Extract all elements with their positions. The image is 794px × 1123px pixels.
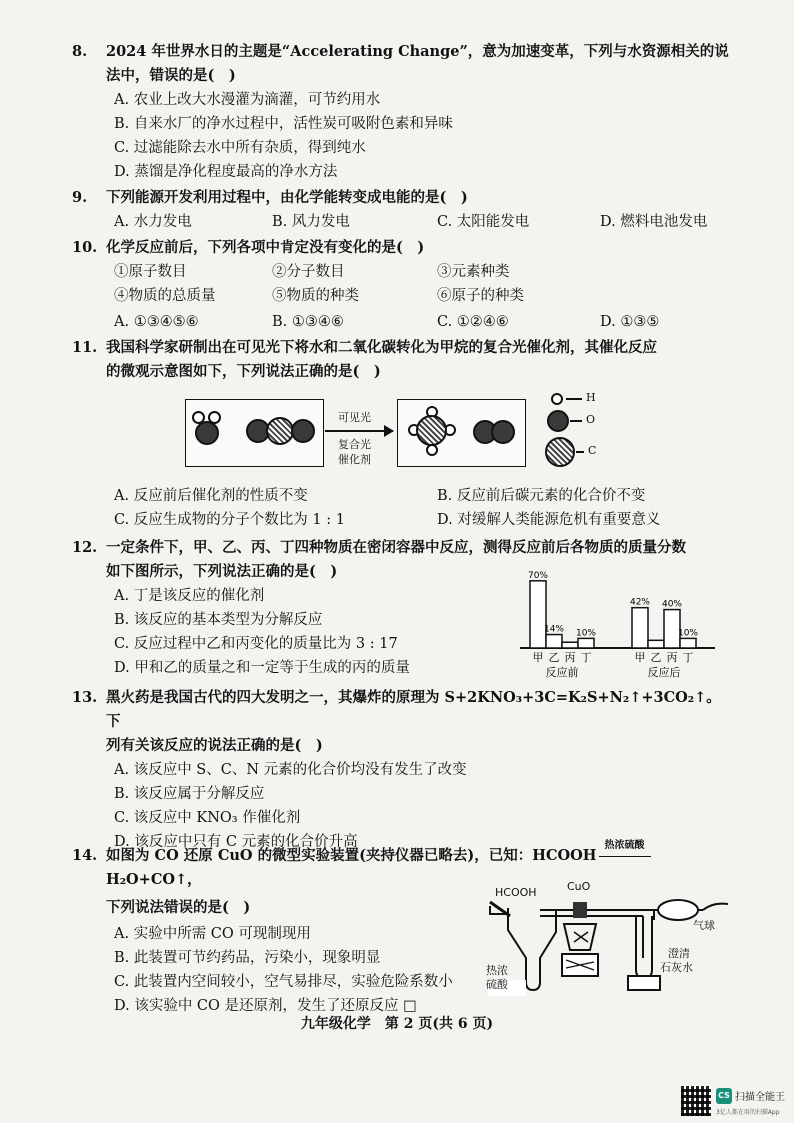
option: D. 对缓解人类能源危机有重要意义	[437, 512, 661, 528]
question-stem: 黑火药是我国古代的四大发明之一，其爆炸的原理为 S+2KNO₃+3C=K₂S+N₂↑+3CO₂↑。下	[106, 689, 721, 730]
item: ⑥原子的种类	[437, 288, 524, 304]
page-footer: 九年级化学 第 2 页(共 6 页)	[300, 1016, 494, 1032]
data-label: 10%	[575, 628, 597, 639]
mass-fraction-chart	[510, 560, 720, 690]
option: B. 此装置可节约药品，污染小，现象明显	[114, 950, 381, 966]
question-stem: 下列能源开发利用过程中，由化学能转变成电能的是( )	[106, 189, 468, 206]
question-stem: 一定条件下，甲、乙、丙、丁四种物质在密闭容器中反应，测得反应前后各物质的质量分数	[106, 539, 686, 556]
acid-label: 热浓	[486, 964, 508, 977]
bar	[578, 638, 594, 648]
question-stem: 如下图所示，下列说法正确的是( )	[106, 563, 338, 580]
question-number: 8.	[72, 43, 88, 60]
arrow-head-icon	[384, 425, 394, 437]
question-11-options	[92, 484, 732, 534]
h-legend-icon	[551, 393, 563, 405]
category-label: 乙	[650, 651, 662, 664]
option: D. 蒸馏是净化程度最高的净水方法	[114, 164, 338, 180]
option: A. 农业上改大水漫灌为滴灌，可节约用水	[114, 92, 381, 108]
reaction-arrow	[325, 430, 393, 432]
question-stem: 我国科学家研制出在可见光下将水和二氧化碳转化为甲烷的复合光催化剂，其催化反应	[106, 339, 657, 356]
option: C. 太阳能发电	[437, 214, 530, 230]
question-number: 12.	[72, 539, 98, 556]
option: B. 反应前后碳元素的化合价不变	[437, 488, 646, 504]
o-atom	[195, 421, 219, 445]
option: D. 该反应中只有 C 元素的化合价升高	[114, 834, 358, 850]
category-label: 丁	[682, 651, 694, 664]
item: ①原子数目	[114, 264, 187, 280]
option: D. 该实验中 CO 是还原剂，发生了还原反应 □	[114, 998, 417, 1014]
option: B. 该反应属于分解反应	[114, 786, 265, 802]
stem-part: H₂O+CO↑，	[106, 871, 202, 888]
legend-label: H	[586, 391, 596, 404]
option: B. ①③④⑥	[272, 314, 344, 330]
item: ③元素种类	[437, 264, 510, 280]
bar	[680, 638, 696, 648]
qr-code-icon	[681, 1086, 711, 1116]
option: A. ①③④⑤⑥	[114, 314, 199, 330]
category-label: 乙	[548, 651, 560, 664]
bar	[632, 608, 648, 648]
condition-label: 热浓硫酸	[604, 840, 645, 851]
c-legend-icon	[545, 437, 575, 467]
question-number: 14.	[72, 847, 98, 864]
reaction-condition	[597, 840, 653, 868]
group-label: 反应前	[545, 666, 579, 679]
limewater-label: 澄清	[668, 947, 690, 960]
legend-label: O	[586, 413, 596, 426]
arrow-label-bottom: 复合光	[338, 438, 371, 451]
category-label: 甲	[532, 651, 544, 664]
acid-label: 硫酸	[486, 978, 508, 991]
option: C. 此装置内空间较小，空气易排尽，实验危险系数小	[114, 974, 453, 990]
option: C. 过滤能除去水中所有杂质，得到纯水	[114, 140, 366, 156]
category-label: 丁	[580, 651, 592, 664]
option: A. 反应前后催化剂的性质不变	[114, 488, 308, 504]
option: B. 风力发电	[272, 214, 350, 230]
data-label: 42%	[629, 597, 651, 608]
option: B. 自来水厂的净水过程中，活性炭可吸附色素和异味	[114, 116, 453, 132]
o-atom	[291, 419, 315, 443]
balloon-label: 气球	[693, 919, 715, 932]
scanner-logo: CS	[716, 1088, 732, 1104]
option: C. 该反应中 KNO₃ 作催化剂	[114, 810, 301, 826]
question-number: 11.	[72, 339, 98, 356]
category-label: 甲	[634, 651, 646, 664]
legend-line	[566, 398, 582, 400]
bar	[530, 581, 546, 648]
question-stem: 列有关该反应的说法正确的是( )	[106, 737, 323, 754]
data-label: 14%	[543, 624, 565, 635]
c-atom	[266, 417, 294, 445]
bar	[562, 642, 578, 648]
data-label: 40%	[661, 599, 683, 610]
question-number: 10.	[72, 239, 98, 256]
category-label: 丙	[666, 651, 678, 664]
question-stem: 法中，错误的是( )	[106, 67, 236, 84]
stem-part: 如图为 CO 还原 CuO 的微型实验装置(夹持仪器已略去)，已知：HCOOH	[106, 847, 597, 864]
data-label: 10%	[677, 628, 699, 639]
option: A. 水力发电	[114, 214, 192, 230]
question-8	[72, 40, 732, 184]
hcooh-label: HCOOH	[495, 886, 537, 899]
arrow-label-top: 可见光	[338, 411, 371, 424]
reactants-box	[185, 399, 324, 467]
question-9	[72, 186, 732, 236]
legend-label: C	[588, 444, 597, 457]
question-number: 13.	[72, 689, 98, 706]
question-stem: 下列说法错误的是( )	[106, 899, 251, 916]
legend-line	[570, 420, 582, 422]
cuo-label: CuO	[567, 880, 591, 893]
legend-line	[576, 451, 584, 453]
question-number: 9.	[72, 189, 88, 206]
question-stem: 的微观示意图如下，下列说法正确的是( )	[106, 363, 381, 380]
arrow-label-bottom: 催化剂	[338, 453, 371, 466]
category-label: 丙	[564, 651, 576, 664]
group-label: 反应后	[647, 666, 681, 679]
item: ②分子数目	[272, 264, 345, 280]
o-atom	[491, 420, 515, 444]
products-box	[397, 399, 526, 467]
bar	[648, 640, 664, 648]
question-stem: 2024 年世界水日的主题是“Accelerating Change”，意为加速变革，下列与水资源相关的说	[106, 43, 729, 60]
limewater-label: 石灰水	[660, 961, 693, 974]
question-stem: 化学反应前后，下列各项中肯定没有变化的是( )	[106, 239, 425, 256]
item: ⑤物质的种类	[272, 288, 359, 304]
option: B. 该反应的基本类型为分解反应	[114, 612, 323, 628]
c-atom	[416, 415, 447, 446]
scanner-tagline: 3亿人都在用的扫描App	[716, 1109, 780, 1116]
option: C. 反应生成物的分子个数比为 1 : 1	[114, 512, 345, 528]
option: A. 该反应中 S、C、N 元素的化合价均没有发生了改变	[114, 762, 467, 778]
option: D. 甲和乙的质量之和一定等于生成的丙的质量	[114, 660, 410, 676]
data-label: 70%	[527, 570, 549, 581]
o-legend-icon	[547, 410, 569, 432]
option: D. 燃料电池发电	[600, 214, 708, 230]
option: A. 实验中所需 CO 可现制现用	[114, 926, 311, 942]
question-10	[72, 236, 732, 336]
item: ④物质的总质量	[114, 288, 216, 304]
option: D. ①③⑤	[600, 314, 660, 330]
bar	[546, 635, 562, 648]
option: C. 反应过程中乙和丙变化的质量比为 3 : 17	[114, 636, 398, 652]
option: A. 丁是该反应的催化剂	[114, 588, 265, 604]
option: C. ①②④⑥	[437, 314, 509, 330]
scanner-brand: 扫描全能王	[735, 1092, 785, 1103]
